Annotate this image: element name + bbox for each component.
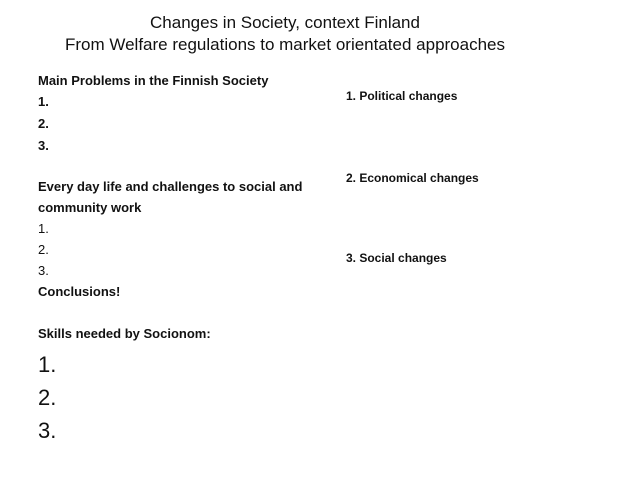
main-problems-item-2: 2.	[38, 116, 49, 131]
title-line-2: From Welfare regulations to market orientated approaches	[64, 35, 506, 54]
main-problems-section	[38, 70, 328, 157]
everyday-life-item-2: 2.	[38, 242, 49, 257]
skills-item-3: 3.	[38, 418, 57, 443]
main-problems-item-1: 1.	[38, 94, 49, 109]
skills-item-1: 1.	[38, 352, 57, 377]
slide-title	[0, 12, 570, 56]
everyday-life-heading: Every day life and challenges to social and community work	[38, 179, 303, 215]
social-changes-item: 3. Social changes	[346, 251, 447, 265]
conclusions-label: Conclusions!	[38, 284, 121, 299]
skills-heading: Skills needed by Socionom:	[38, 326, 211, 341]
main-problems-heading: Main Problems in the Finnish Society	[38, 73, 269, 88]
skills-item-2: 2.	[38, 385, 57, 410]
title-line-1: Changes in Society, context Finland	[150, 13, 420, 32]
left-column	[38, 70, 328, 447]
skills-section	[38, 323, 328, 447]
everyday-life-section	[38, 176, 328, 302]
everyday-life-item-1: 1.	[38, 221, 49, 236]
everyday-life-item-3: 3.	[38, 263, 49, 278]
political-changes-item: 1. Political changes	[346, 89, 458, 103]
main-problems-item-3: 3.	[38, 138, 49, 153]
economical-changes-item: 2. Economical changes	[346, 171, 479, 185]
